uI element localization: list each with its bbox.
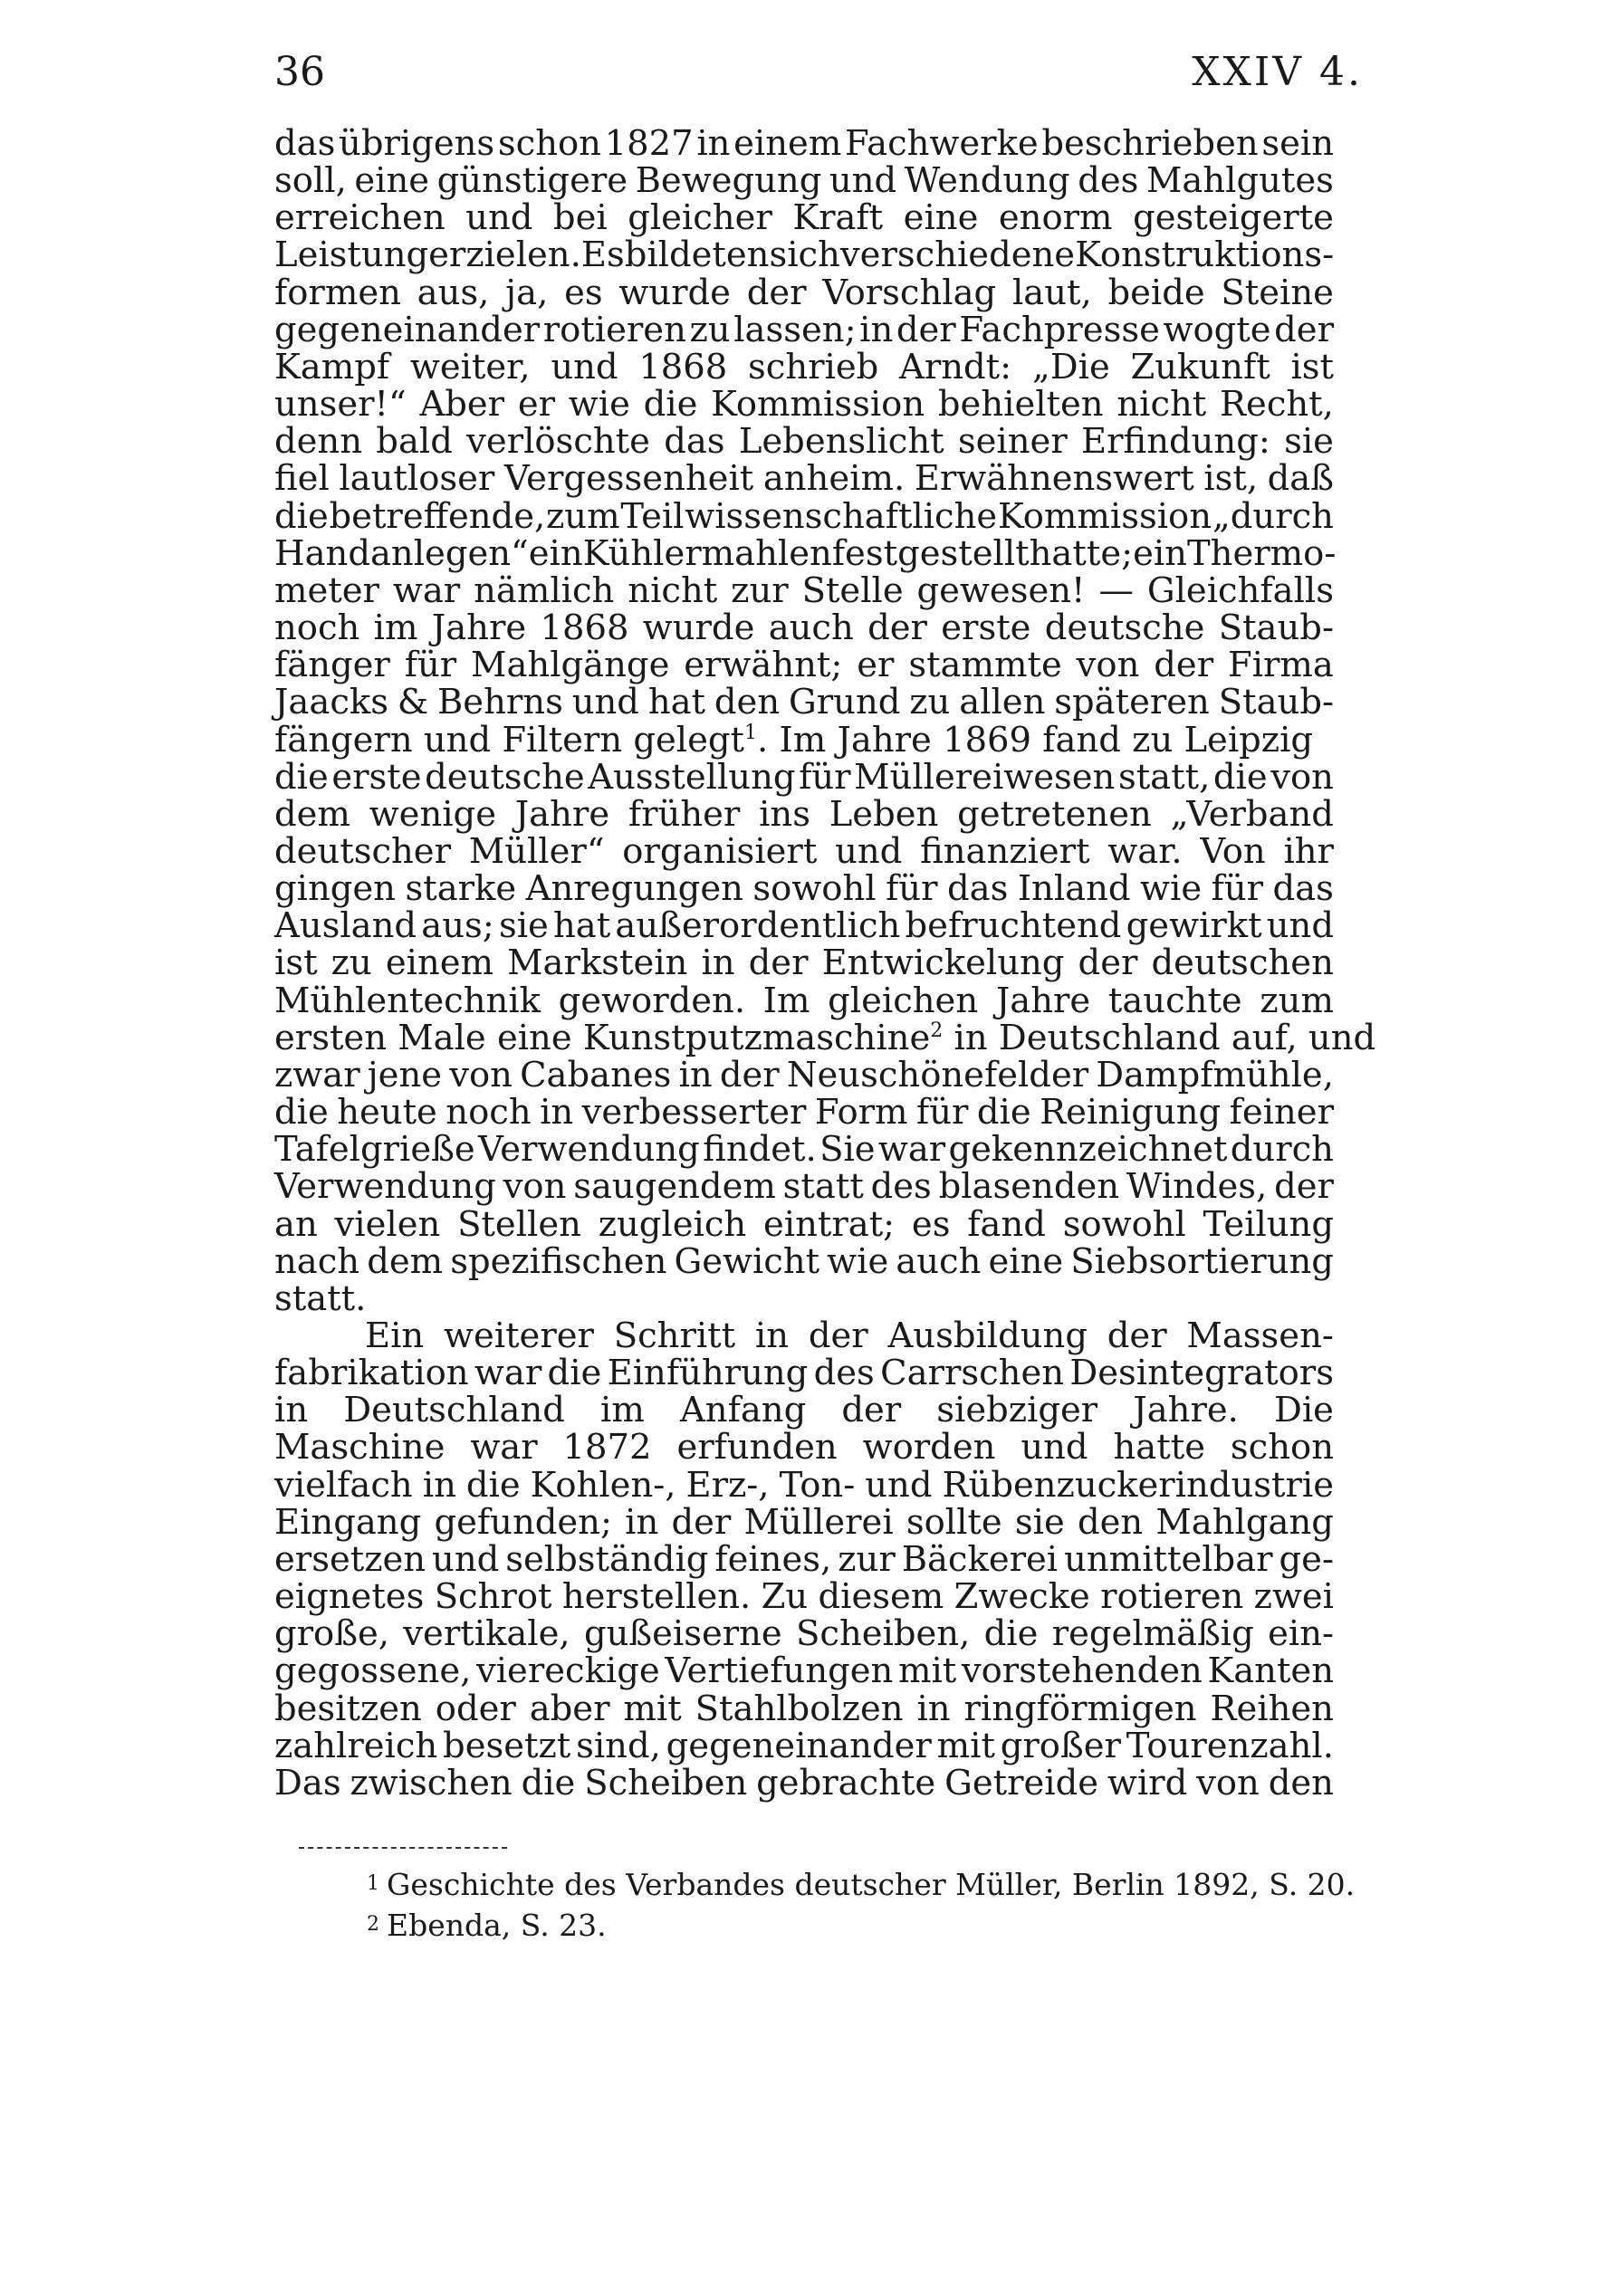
- text-segment: fängern und Filtern gelegt: [274, 719, 745, 761]
- text-line: das übrigens schon 1827 in einem Fachwerke beschrieben sein: [274, 123, 1334, 164]
- footnote-text: Ebenda, S. 23.: [387, 1908, 607, 1943]
- text-line: meter war nämlich nicht zur Stelle gewesen! — Gleichfalls: [274, 569, 1334, 611]
- body-text: [274, 123, 1376, 1803]
- text-line: besitzen oder aber mit Stahlbolzen in ringförmigen Reihen: [274, 1688, 1334, 1729]
- text-line: fiel lautloser Vergessenheit anheim. Erwähnenswert ist, daß: [274, 458, 1334, 500]
- footnote-text: Geschichte des Verbandes deutscher Müller, Berlin 1892, S. 20.: [387, 1867, 1356, 1902]
- text-line: ist zu einem Markstein in der Entwickelung der deutschen: [274, 942, 1334, 984]
- text-line: Das zwischen die Scheiben gebrachte Getreide wird von den: [274, 1762, 1334, 1803]
- page-number: 36: [274, 49, 325, 95]
- text-line: noch im Jahre 1868 wurde auch der erste deutsche Staub-: [274, 607, 1334, 649]
- signature-mark: XXIV 4.: [1192, 49, 1363, 95]
- text-line: gegossene, viereckige Vertiefungen mit vorstehenden Kanten: [274, 1650, 1334, 1692]
- text-line: Verwendung von saugendem statt des blasenden Windes, der: [274, 1166, 1334, 1208]
- paragraph-first-line: Ein weiterer Schritt in der Ausbildung der Massen-: [365, 1315, 1334, 1356]
- footnotes: [367, 1867, 1356, 1948]
- text-line: unser!“ Aber er wie die Kommission behielten nicht Recht,: [274, 384, 1334, 426]
- footnote-mark: 2: [367, 1913, 379, 1936]
- text-line: die heute noch in verbesserter Form für die Reinigung feiner: [274, 1092, 1334, 1134]
- text-line: die betreffende, zum Teil wissenschaftliche Kommission „durch: [274, 495, 1334, 537]
- text-line: Leistung erzielen. Es bildeten sich verschiedene Konstruktions-: [274, 234, 1335, 276]
- text-line: eignetes Schrot herstellen. Zu diesem Zwecke rotieren zwei: [274, 1576, 1334, 1618]
- text-line: in Deutschland im Anfang der siebziger Jahre. Die: [274, 1390, 1334, 1431]
- footnote-1: [367, 1867, 1356, 1908]
- footnote-2: [367, 1908, 1345, 1948]
- text-line: formen aus, ja, es wurde der Vorschlag laut, beide Steine: [274, 272, 1334, 313]
- footnote-ref-2: 2: [930, 1019, 944, 1042]
- text-line: fänger für Mahlgänge erwähnt; er stammte von der Firma: [274, 645, 1334, 686]
- text-line: die erste deutsche Ausstellung für Müllereiwesen statt, die von: [274, 756, 1334, 798]
- text-line: Maschine war 1872 erfunden worden und hatte schon: [274, 1427, 1334, 1468]
- text-line: Kampf weiter, und 1868 schrieb Arndt: „Die Zukunft ist: [274, 346, 1334, 387]
- text-line: dem wenige Jahre früher ins Leben getretenen „Verband: [274, 793, 1334, 835]
- text-line: nach dem spezifischen Gewicht wie auch eine Siebsortierung: [274, 1240, 1334, 1282]
- text-line: Tafelgrieße Verwendung findet. Sie war gekennzeichnet durch: [274, 1129, 1334, 1171]
- paragraph-end-line: statt.: [274, 1277, 367, 1319]
- text-line: Mühlentechnik geworden. Im gleichen Jahre tauchte zum: [274, 980, 1334, 1021]
- text-line: gegeneinander rotieren zu lassen; in der Fachpresse wogte der: [274, 309, 1334, 350]
- text-line: große, vertikale, gußeiserne Scheiben, die regelmäßig ein-: [274, 1613, 1334, 1655]
- text-line: vielfach in die Kohlen-, Erz-, Ton- und Rübenzuckerindustrie: [274, 1464, 1334, 1506]
- text-line: ersetzen und selbständig feines, zur Bäckerei unmittelbar ge-: [274, 1538, 1334, 1580]
- text-segment: in Deutschland auf, und: [943, 1017, 1376, 1058]
- footnote-divider: [299, 1847, 507, 1849]
- text-line: an vielen Stellen zugleich eintrat; es fand sowohl Teilung: [274, 1203, 1334, 1245]
- text-line: gingen starke Anregungen sowohl für das Inland wie für das: [274, 868, 1334, 910]
- text-line-footnote-1: [274, 719, 1334, 761]
- text-segment: . Im Jahre 1869 fand zu Leipzig: [757, 719, 1314, 761]
- text-line: Handanlegen“ ein Kühlermahlen festgestellt hatte; ein Thermo-: [274, 532, 1337, 574]
- text-line: deutscher Müller“ organisiert und finanziert war. Von ihr: [274, 830, 1334, 872]
- footnote-ref-1: 1: [744, 721, 758, 744]
- text-line: Ausland aus; sie hat außerordentlich befruchtend gewirkt und: [274, 905, 1334, 947]
- text-line: erreichen und bei gleicher Kraft eine enorm gesteigerte: [274, 197, 1334, 239]
- footnote-mark: 1: [367, 1872, 379, 1895]
- text-line: zwar jene von Cabanes in der Neuschönefelder Dampfmühle,: [274, 1054, 1334, 1095]
- text-line: soll, eine günstigere Bewegung und Wendung des Mahlgutes: [274, 160, 1334, 202]
- text-line-footnote-2: [274, 1017, 1376, 1058]
- text-line: Eingang gefunden; in der Müllerei sollte sie den Mahlgang: [274, 1501, 1334, 1543]
- text-line: zahlreich besetzt sind, gegeneinander mit großer Tourenzahl.: [274, 1725, 1334, 1766]
- text-line: fabrikation war die Einführung des Carrschen Desintegrators: [274, 1353, 1334, 1394]
- text-segment: ersten Male eine Kunstputzmaschine: [274, 1017, 931, 1058]
- text-line: Jaacks & Behrns und hat den Grund zu allen späteren Staub-: [274, 682, 1334, 723]
- text-line: denn bald verlöschte das Lebenslicht seiner Erfindung: sie: [274, 421, 1334, 463]
